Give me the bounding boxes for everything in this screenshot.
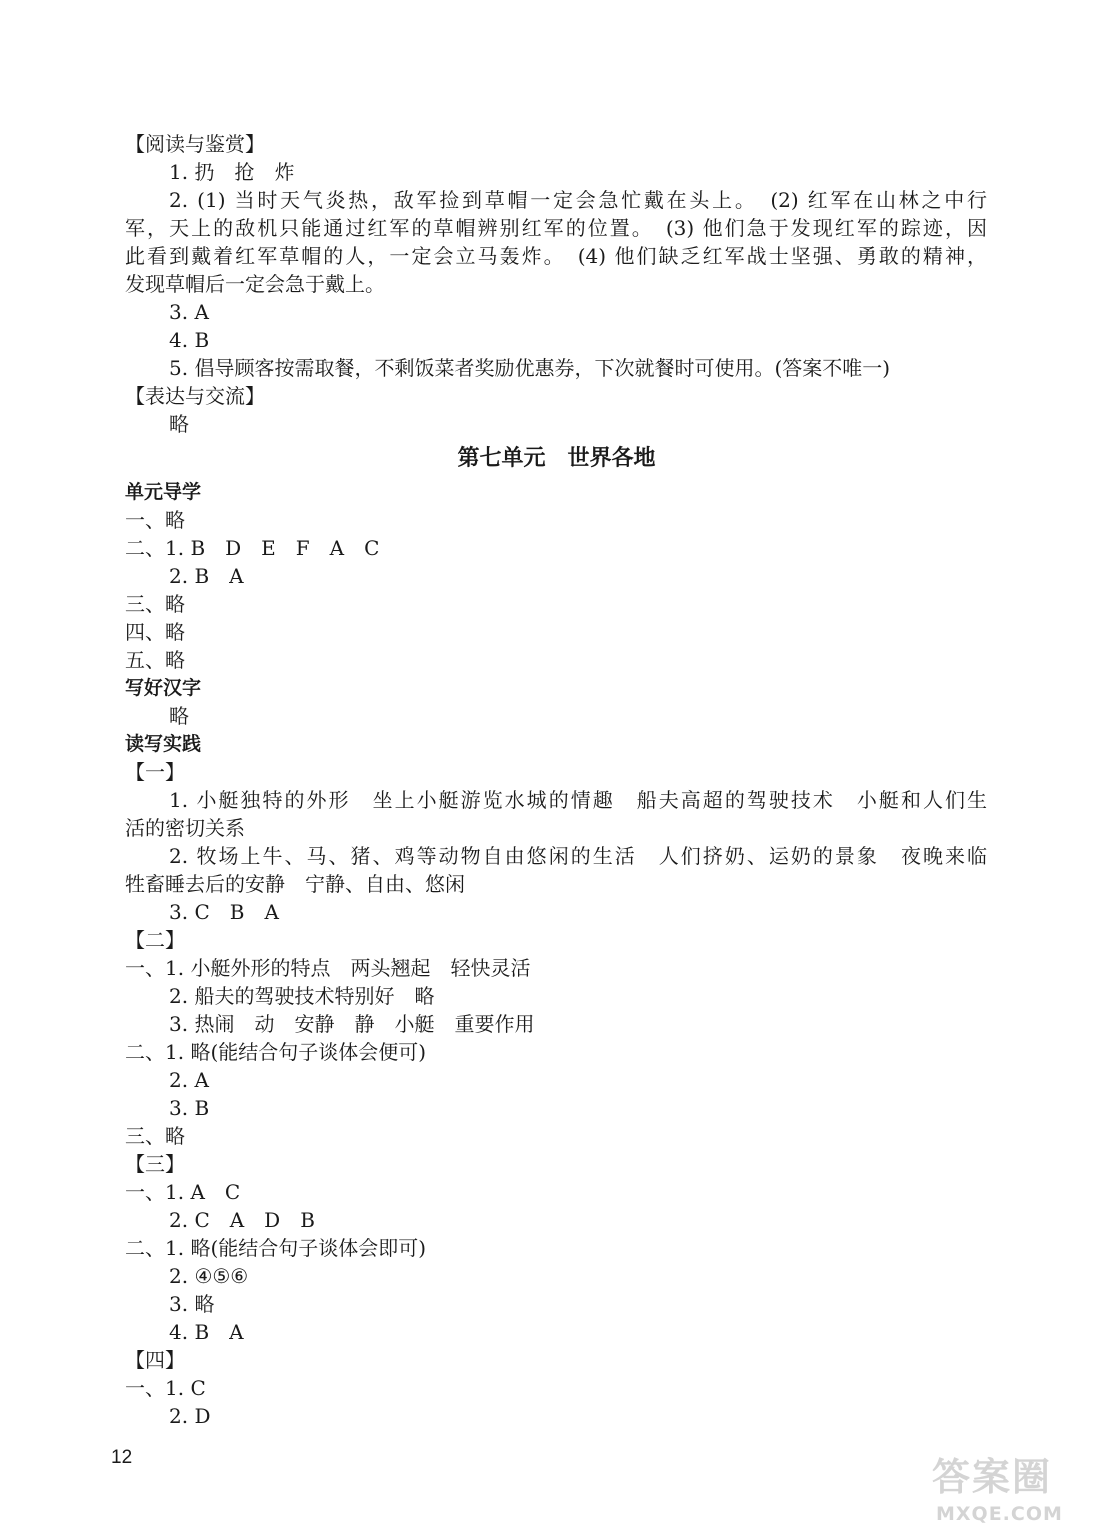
answer-line: 2. B A	[169, 564, 244, 588]
answer-line: 3. A	[169, 300, 209, 324]
answer-line: 三、略	[125, 1124, 185, 1148]
watermark-text: 答案圈	[932, 1455, 1053, 1499]
section-heading: 读写实践	[125, 733, 202, 755]
answer-line: 5. 倡导顾客按需取餐，不剩饭菜者奖励优惠券，下次就餐时可使用。(答案不唯一)	[169, 356, 891, 380]
answer-line: 二、1. 略(能结合句子谈体会即可)	[125, 1236, 427, 1260]
watermark-logo	[920, 1455, 1100, 1530]
answer-line: 一、1. C	[125, 1376, 206, 1400]
answer-line: 四、略	[125, 620, 185, 644]
answer-line: 略	[169, 704, 189, 728]
answer-line: 2. C A D B	[169, 1208, 315, 1232]
page-number: 12	[111, 1447, 133, 1468]
answer-line: 一、略	[125, 508, 185, 532]
subsection-heading: 【四】	[125, 1348, 185, 1372]
answer-line: 五、略	[125, 648, 185, 672]
answer-line: 一、1. 小艇外形的特点 两头翘起 轻快灵活	[125, 956, 531, 980]
answer-line: 2. 牧场上牛、马、猪、鸡等动物自由悠闲的生活 人们挤奶、运奶的景象 夜晚来临	[169, 844, 987, 868]
watermark-url: MXQE.COM	[936, 1503, 1063, 1525]
answer-line: 3. 热闹 动 安静 静 小艇 重要作用	[169, 1012, 535, 1036]
answer-line: 2. A	[169, 1068, 209, 1092]
subsection-heading: 【二】	[125, 928, 185, 952]
answer-line: 二、1. 略(能结合句子谈体会便可)	[125, 1040, 427, 1064]
section-heading: 【表达与交流】	[125, 384, 265, 408]
section-heading: 单元导学	[125, 481, 202, 503]
answer-line: 3. B	[169, 1096, 210, 1120]
section-heading: 【阅读与鉴赏】	[125, 132, 265, 156]
answer-line: 4. B	[169, 328, 210, 352]
answer-line: 2. ④⑤⑥	[169, 1264, 249, 1288]
answer-line: 1. 扔 抢 炸	[169, 160, 295, 184]
answer-line: 1. 小艇独特的外形 坐上小艇游览水城的情趣 船夫高超的驾驶技术 小艇和人们生	[169, 788, 987, 812]
answer-line: 2. 船夫的驾驶技术特别好 略	[169, 984, 435, 1008]
subsection-heading: 【三】	[125, 1152, 185, 1176]
answer-line: 牲畜睡去后的安静 宁静、自由、悠闲	[125, 872, 465, 896]
answer-line: 发现草帽后一定会急于戴上。	[125, 272, 385, 296]
answer-line: 2. D	[169, 1404, 211, 1428]
answer-line: 活的密切关系	[125, 816, 245, 840]
answer-line: 军，天上的敌机只能通过红军的草帽辨别红军的位置。 (3) 他们急于发现红军的踪迹，因	[125, 216, 987, 240]
answer-line: 略	[169, 412, 189, 436]
answer-line: 此看到戴着红军草帽的人，一定会立马轰炸。 (4) 他们缺乏红军战士坚强、勇敢的精神，	[125, 244, 987, 268]
answer-line: 三、略	[125, 592, 185, 616]
section-heading: 写好汉字	[125, 677, 202, 699]
unit-title: 第七单元 世界各地	[457, 446, 656, 471]
answer-line: 一、1. A C	[125, 1180, 241, 1204]
answer-line: 3. 略	[169, 1292, 215, 1316]
answer-line: 二、1. B D E F A C	[125, 536, 380, 560]
answer-line: 2. (1) 当时天气炎热，敌军捡到草帽一定会急忙戴在头上。 (2) 红军在山林之中行	[169, 188, 987, 212]
answer-line: 4. B A	[169, 1320, 244, 1344]
answer-line: 3. C B A	[169, 900, 279, 924]
subsection-heading: 【一】	[125, 760, 185, 784]
